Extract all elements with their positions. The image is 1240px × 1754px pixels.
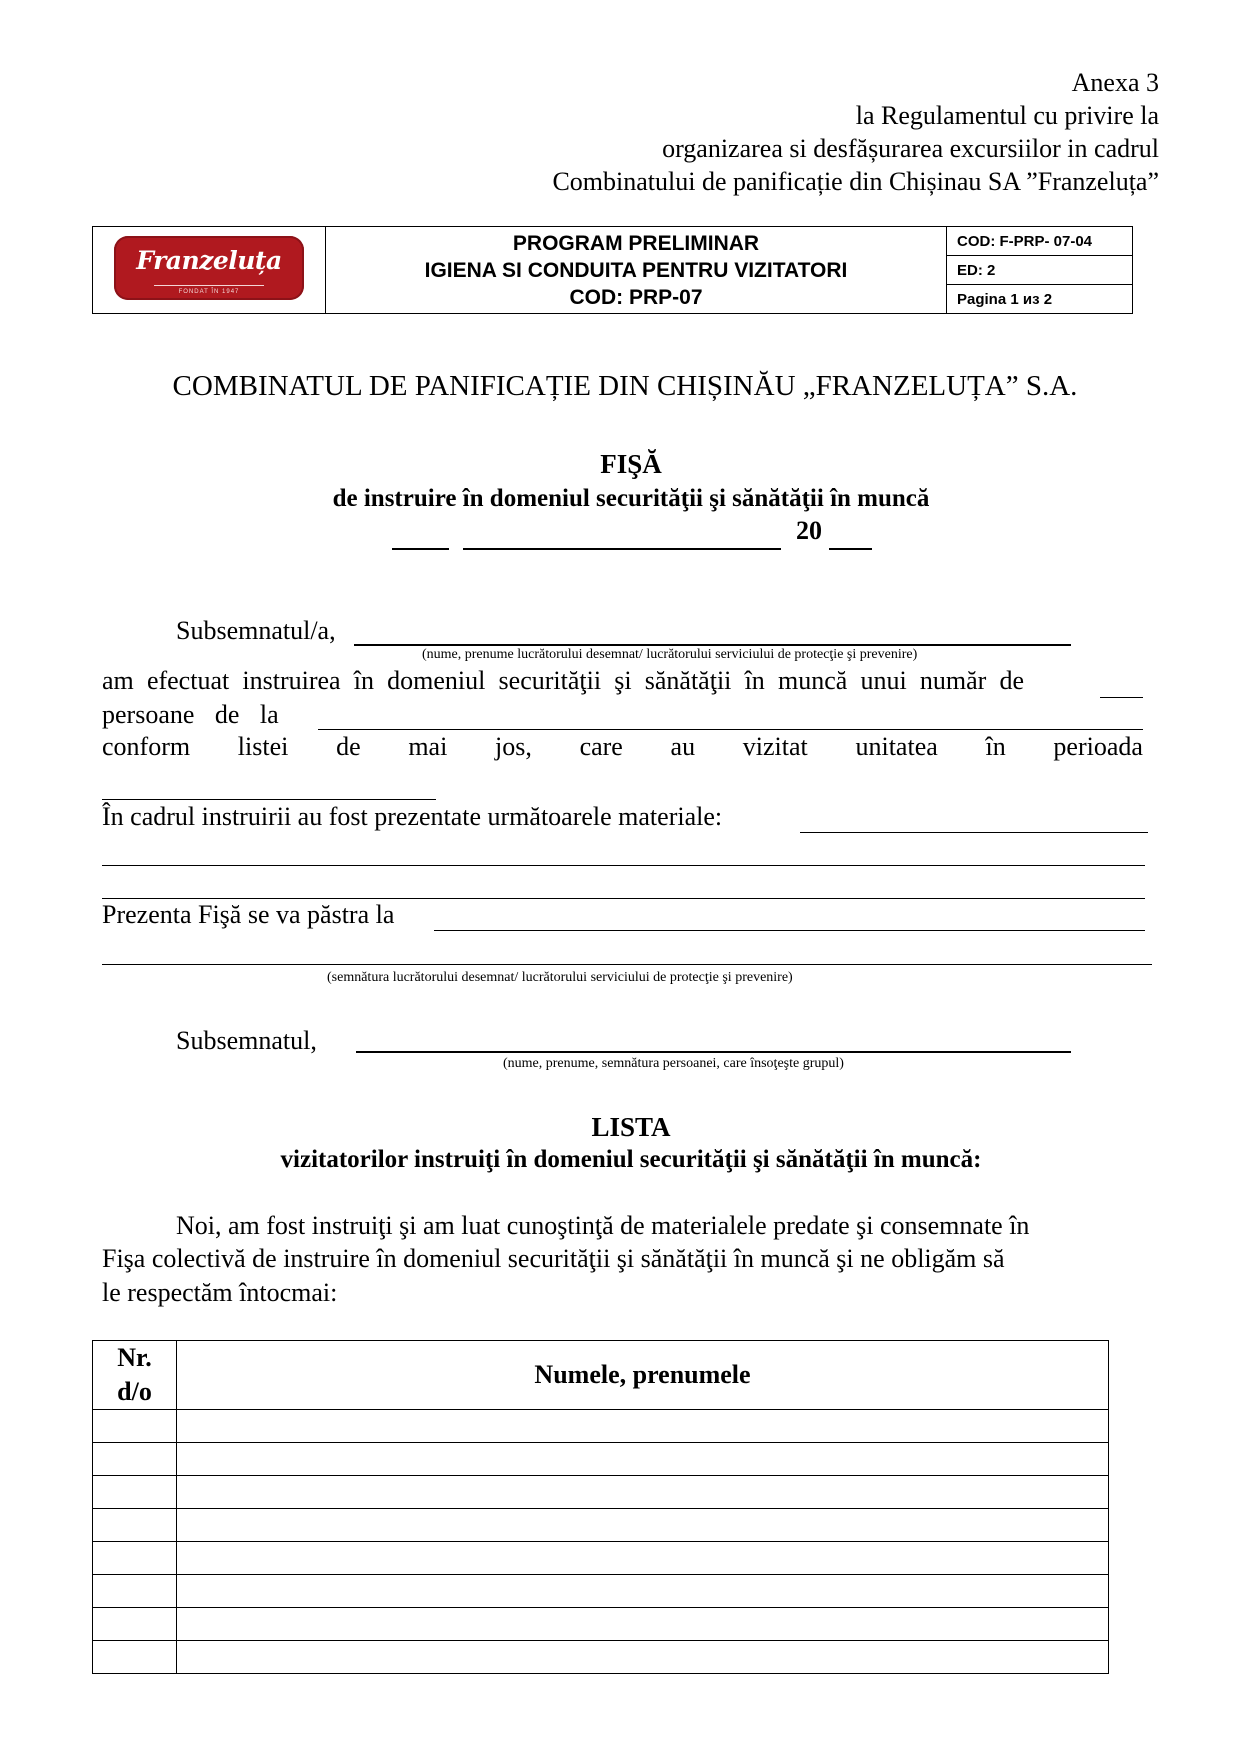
persons-from-label: persoane de la [102, 700, 279, 729]
table-row [93, 1476, 1109, 1509]
column-header-name: Numele, prenumele [177, 1341, 1109, 1410]
table-row [93, 1509, 1109, 1542]
row-name-cell[interactable] [177, 1509, 1109, 1542]
persons-count-field[interactable] [1100, 670, 1143, 698]
subsemnatul-label: Subsemnatul, [176, 1026, 317, 1055]
table-row [93, 1641, 1109, 1674]
annex-line-3: organizarea si desfășurarea excursiilor in cadrul [662, 134, 1159, 163]
word: mai [408, 732, 448, 761]
word: perioada [1053, 732, 1143, 761]
row-name-cell[interactable] [177, 1575, 1109, 1608]
lista-paragraph-line-2: Fişa colectivă de instruire în domeniul securităţii şi sănătăţii în muncă şi ne obligăm să [102, 1244, 1005, 1273]
company-name: COMBINATUL DE PANIFICAȚIE DIN CHIȘINĂU „FRANZELUȚA” S.A. [172, 370, 1078, 402]
trainer-signature-hint: (semnătura lucrătorului desemnat/ lucrătorului serviciului de protecţie şi prevenire) [327, 970, 793, 985]
table-row [93, 1608, 1109, 1641]
header-code: COD: F-PRP- 07-04 [947, 227, 1133, 256]
trainer-name-field[interactable] [354, 612, 1071, 646]
annex-line-4: Combinatului de panificație din Chișinau SA ”Franzeluța” [552, 167, 1159, 196]
escort-name-hint: (nume, prenume, semnătura persoanei, care însoţeşte grupul) [503, 1056, 844, 1071]
row-name-cell[interactable] [177, 1410, 1109, 1443]
word: care [579, 732, 623, 761]
table-row [93, 1542, 1109, 1575]
row-number-cell[interactable] [93, 1608, 177, 1641]
trainer-name-hint: (nume, prenume lucrătorului desemnat/ lucrătorului serviciului de protecţie şi prevenire) [422, 647, 918, 662]
header-title-line-3: COD: PRP-07 [569, 285, 703, 309]
date-year-blank[interactable] [829, 518, 872, 550]
row-number-cell[interactable] [93, 1641, 177, 1674]
annex-line-2: la Regulamentul cu privire la [855, 101, 1159, 130]
lista-title: LISTA [591, 1112, 671, 1142]
fisa-title: FIŞĂ [600, 449, 662, 479]
annex-line-1: Anexa 3 [1071, 68, 1159, 97]
logo-subtitle: FONDAT ÎN 1947 [178, 288, 240, 295]
row-name-cell[interactable] [177, 1443, 1109, 1476]
row-number-cell[interactable] [93, 1575, 177, 1608]
word: în [985, 732, 1006, 761]
column-header-number [93, 1341, 177, 1410]
document-header-table [92, 226, 1133, 314]
lista-paragraph-line-3: le respectăm întocmai: [102, 1278, 338, 1307]
storage-label: Prezenta Fişă se va păstra la [102, 900, 395, 929]
escort-name-field[interactable] [356, 1020, 1071, 1053]
lista-subtitle: vizitatorilor instruiţi în domeniul securităţii şi sănătăţii în muncă: [280, 1146, 982, 1173]
trainer-signature-field[interactable] [102, 935, 1152, 965]
column-header-number-line-1: Nr. [117, 1343, 152, 1372]
annex-block [552, 66, 1159, 198]
row-name-cell[interactable] [177, 1476, 1109, 1509]
logo-wordmark: Franzeluța [136, 245, 282, 275]
row-number-cell[interactable] [93, 1443, 177, 1476]
row-number-cell[interactable] [93, 1542, 177, 1575]
table-row [93, 1443, 1109, 1476]
materials-field-2[interactable] [102, 836, 1145, 866]
franzeluta-logo [114, 236, 304, 300]
row-name-cell[interactable] [177, 1641, 1109, 1674]
fisa-subtitle: de instruire în domeniul securităţii şi sănătăţii în muncă [332, 485, 930, 512]
word: vizitat [742, 732, 808, 761]
table-row [93, 1410, 1109, 1443]
storage-field[interactable] [434, 901, 1145, 931]
lista-paragraph-line-1: Noi, am fost instruiţi şi am luat cunoştinţă de materialele predate şi consemnate în [176, 1211, 1030, 1240]
row-name-cell[interactable] [177, 1608, 1109, 1641]
word: conform [102, 732, 191, 761]
row-number-cell[interactable] [93, 1509, 177, 1542]
period-field[interactable] [102, 770, 436, 800]
logo-divider [154, 285, 264, 286]
visitors-table [92, 1340, 1109, 1674]
row-name-cell[interactable] [177, 1542, 1109, 1575]
header-page-number: Pagina 1 из 2 [947, 285, 1133, 314]
word: unitatea [855, 732, 938, 761]
persons-from-field[interactable] [318, 700, 1143, 730]
materials-field-1[interactable] [800, 803, 1148, 833]
word: jos, [495, 732, 532, 761]
table-row [93, 1575, 1109, 1608]
period-statement-line [102, 732, 1143, 762]
visitors-table-header [93, 1341, 1109, 1410]
header-title-cell [326, 227, 947, 314]
materials-label: În cadrul instruirii au fost prezentate următoarele materiale: [102, 802, 723, 831]
header-title-line-1: PROGRAM PRELIMINAR [512, 231, 760, 255]
training-statement-line: am efectuat instruirea în domeniul securităţii şi sănătăţii în muncă unui număr de [102, 666, 1024, 695]
materials-field-3[interactable] [102, 869, 1145, 899]
date-year-prefix: 20 [796, 516, 822, 545]
word: de [336, 732, 361, 761]
header-edition: ED: 2 [947, 256, 1133, 285]
subsemnatul-a-label: Subsemnatul/a, [176, 616, 336, 645]
logo-cell [93, 227, 326, 314]
header-title-line-2: IGIENA SI CONDUITA PENTRU VIZITATORI [424, 258, 848, 282]
row-number-cell[interactable] [93, 1410, 177, 1443]
word: au [670, 732, 696, 761]
column-header-number-line-2: d/o [117, 1377, 152, 1406]
word: listei [237, 732, 289, 761]
date-day-blank[interactable] [392, 518, 449, 550]
date-month-blank[interactable] [463, 518, 781, 550]
row-number-cell[interactable] [93, 1476, 177, 1509]
